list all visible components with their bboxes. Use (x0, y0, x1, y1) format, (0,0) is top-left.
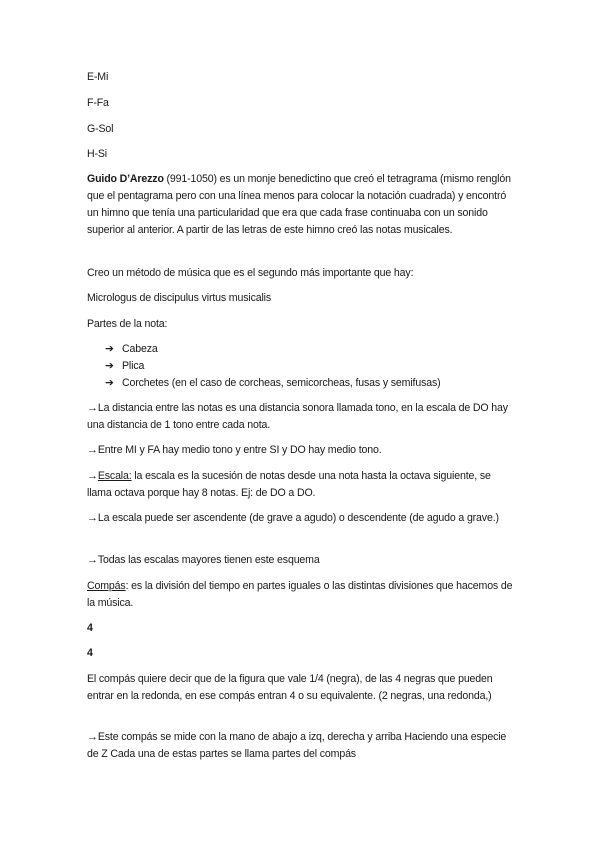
right-arrow-icon: → (87, 444, 98, 456)
distancia-text: La distancia entre las notas es una distancia sonora llamada tono, en la escala de DO hay una distancia de 1 tono entre cada nota. (87, 402, 508, 431)
list-item-label: Cabeza (122, 343, 158, 355)
compas-vale-paragraph: El compás quiere decir que de la figura que vale 1/4 (negra), de las 4 negras que pueden entrar en la redonda, en ese compás entran 4 o su equivalente. (2 negras, una redonda,) (87, 673, 493, 702)
time-signature-top: 4 (87, 622, 93, 634)
distancia-paragraph (87, 400, 517, 434)
medio-tono-paragraph (87, 442, 517, 459)
note-e-mi: E-Mi (87, 71, 109, 83)
note-g-sol: G-Sol (87, 123, 114, 135)
note-h-si: H-Si (87, 148, 107, 160)
arrow-icon: ➔ (105, 360, 114, 372)
note-f-fa: F-Fa (87, 97, 109, 109)
compas-text: : es la división del tiempo en partes iguales o las distintas divisiones que hacemos de la música. (87, 580, 513, 609)
compas-paragraph (87, 578, 517, 612)
mayores-text: Todas las escalas mayores tienen este esquema (97, 554, 320, 566)
list-item-corchetes (105, 375, 525, 392)
guido-name: Guido D’Arezzo (87, 173, 164, 185)
right-arrow-icon: → (87, 512, 98, 524)
time-signature-bottom: 4 (87, 647, 93, 659)
guido-paragraph (87, 171, 517, 239)
right-arrow-icon: → (87, 554, 98, 566)
metodo-paragraph: Creo un método de música que es el segundo más importante que hay: (87, 267, 414, 279)
escala-text: la escala es la sucesión de notas desde una nota hasta la octava siguiente, se llama octava porque hay 8 notas. Ej: de DO a DO. (87, 470, 491, 499)
list-item-plica (105, 358, 525, 375)
list-item-label: Corchetes (en el caso de corcheas, semicorcheas, fusas y semifusas) (122, 377, 441, 389)
escala-direccion-text: La escala puede ser ascendente (de grave a agudo) o descendente (de agudo a grave.) (97, 512, 499, 524)
partes-title: Partes de la nota: (87, 318, 168, 330)
right-arrow-icon: → (87, 731, 98, 743)
escala-direccion-paragraph (87, 510, 517, 527)
escala-paragraph (87, 468, 517, 502)
right-arrow-icon: → (87, 402, 98, 414)
compas-mano-text: Este compás se mide con la mano de abajo a izq, derecha y arriba Haciendo una especie de Z Cada una de estas partes se llama partes del compás (87, 731, 507, 760)
arrow-icon: ➔ (105, 377, 114, 389)
arrow-icon: ➔ (105, 343, 114, 355)
mayores-paragraph (87, 552, 517, 569)
escala-term: Escala: (97, 470, 132, 482)
micrologus-paragraph: Micrologus de discipulus virtus musicalis (87, 292, 272, 304)
compas-term: Compás (87, 580, 126, 592)
list-item-cabeza (105, 341, 525, 358)
medio-tono-text: Entre MI y FA hay medio tono y entre SI y DO hay medio tono. (97, 444, 382, 456)
guido-text: (991-1050) es un monje benedictino que creó el tetragrama (mismo renglón que el pentagrama pero con una línea menos para colocar la notación cuadrada) y encontró un himno que tenía una particularidad que era que cada frase continuaba con un sonido superior al anterior. A partir de las letras de este himno creó las notas musicales. (87, 173, 511, 236)
compas-mano-paragraph (87, 729, 517, 763)
right-arrow-icon: → (87, 470, 98, 482)
list-item-label: Plica (122, 360, 145, 372)
